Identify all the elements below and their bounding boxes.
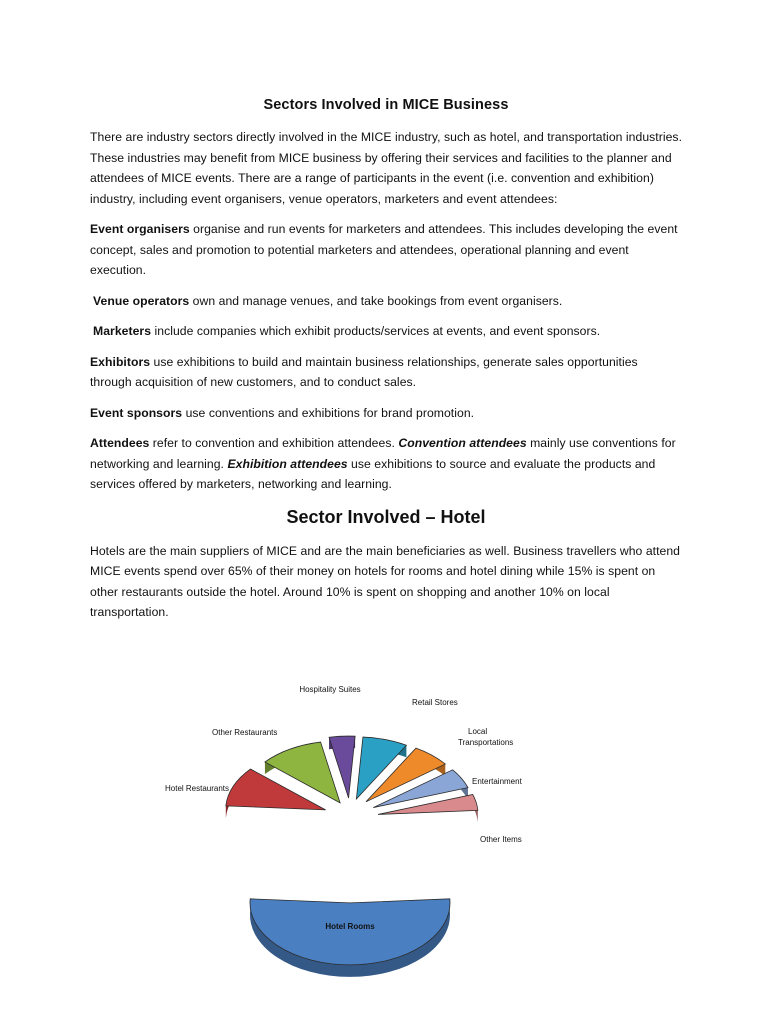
- pie-label-hospitality-suites: Hospitality Suites: [299, 685, 361, 694]
- pie-label-hotel-restaurants: Hotel Restaurants: [165, 784, 230, 793]
- term-event-sponsors: Event sponsors: [90, 405, 183, 420]
- document-content: [90, 90, 682, 633]
- para-venue-operators: [90, 291, 682, 312]
- term-exhibition-attendees: Exhibition attendees: [227, 456, 348, 471]
- section-heading-hotel: Sector Involved – Hotel: [286, 506, 486, 527]
- section-heading-mice: Sectors Involved in MICE Business: [263, 97, 509, 113]
- text-event-organisers: organise and run events for marketers and attendees. This includes developing the event concept, sales and promotion to potential marketers and attendees, operational planning and event execution.: [90, 222, 678, 277]
- intro-paragraph: There are industry sectors directly involved in the MICE industry, such as hotel, and transportation industries. These industries may benefit from MICE business by offering their services and facilities to the planner and attendees of MICE events. There are a range of participants in the event (i.e. convention and exhibition) industry, including event organisers, venue operators, marketers and event attendees:: [90, 130, 683, 206]
- pie-slices: [226, 736, 478, 977]
- text-attendees-2: mainly use conventions for networking and learning.: [90, 436, 676, 471]
- term-convention-attendees: Convention attendees: [398, 436, 527, 450]
- para-attendees: [90, 433, 682, 495]
- pie-chart-svg: [150, 670, 550, 990]
- para-event-sponsors: [90, 403, 682, 424]
- pie-label-other-restaurants: Other Restaurants: [212, 728, 278, 737]
- term-exhibitors: Exhibitors: [90, 354, 151, 369]
- pie-label-local-transportations: Local Transportations: [458, 727, 514, 747]
- para-marketers: [90, 321, 682, 342]
- pie-label-retail-stores: Retail Stores: [412, 698, 458, 707]
- para-event-organisers: [90, 219, 682, 281]
- pie-slice-hotel-rooms: [250, 899, 450, 977]
- pie-chart: [150, 670, 550, 990]
- term-marketers: Marketers: [93, 324, 152, 338]
- text-exhibitors: use exhibitions to build and maintain business relationships, generate sales opportunities through acquisition of new customers, and to conduct sales.: [90, 354, 638, 389]
- text-attendees-3: use exhibitions to source and evaluate the products and services offered by marketers, networking and learning.: [90, 456, 656, 491]
- pie-label-entertainment: Entertainment: [472, 777, 522, 786]
- pie-label-hotel-rooms: Hotel Rooms: [325, 921, 375, 931]
- text-attendees-1: refer to convention and exhibition attendees.: [149, 436, 399, 450]
- pie-label-other-items: Other Items: [480, 835, 522, 844]
- text-venue-operators: own and manage venues, and take bookings from event organisers.: [189, 293, 563, 308]
- para-exhibitors: [90, 352, 682, 393]
- term-venue-operators: Venue operators: [93, 293, 190, 308]
- hotel-paragraph: Hotels are the main suppliers of MICE and are the main beneficiaries as well. Business travellers who attend MICE events spend over 65% of their money on hotels for rooms and hotel dining while 15% is spent on other restaurants outside the hotel. Around 10% is spent on shopping and another 10% on local transportation.: [90, 543, 681, 619]
- term-event-organisers: Event organisers: [90, 222, 190, 236]
- text-marketers: include companies which exhibit products/services at events, and event sponsors.: [151, 324, 601, 338]
- text-event-sponsors: use conventions and exhibitions for brand promotion.: [182, 405, 475, 420]
- pie-slice-top: [378, 794, 478, 814]
- term-attendees: Attendees: [90, 436, 150, 450]
